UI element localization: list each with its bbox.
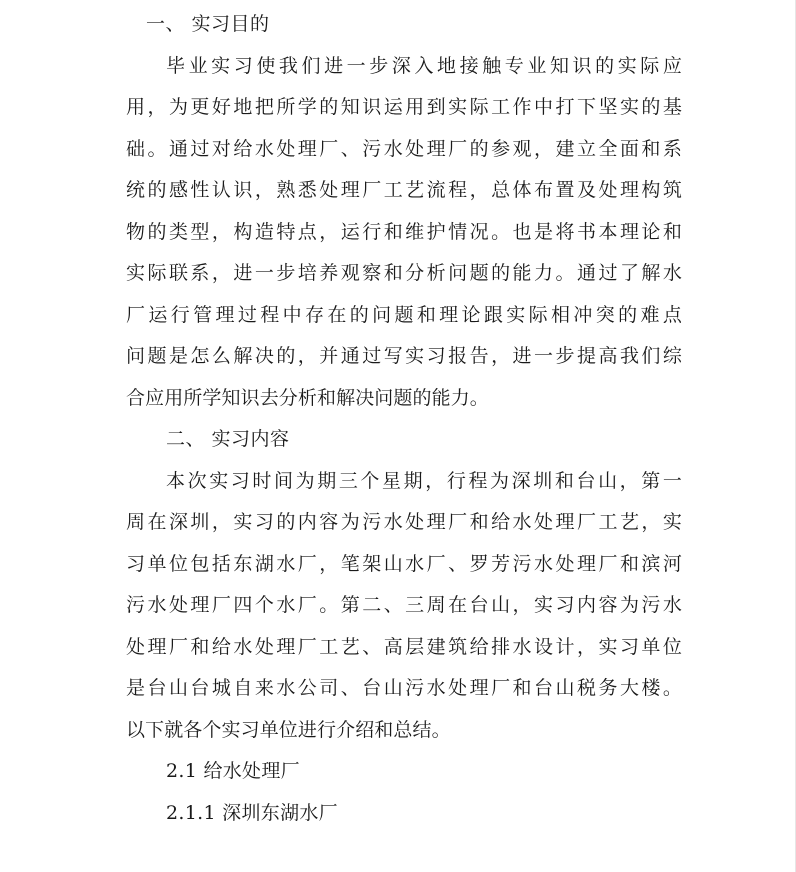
text-line: 周在深圳，实习的内容为污水处理厂和给水处理厂工艺，实 bbox=[126, 511, 682, 533]
text-line: 毕业实习使我们进一步深入地接触专业知识的实际应 bbox=[166, 54, 682, 77]
text-line: 厂运行管理过程中存在的问题和理论跟实际相冲突的难点 bbox=[126, 303, 682, 326]
section-heading-content: 二、 实习内容 bbox=[166, 428, 290, 450]
paragraph-purpose bbox=[126, 46, 682, 420]
text-line: 实际联系，进一步培养观察和分析问题的能力。通过了解水 bbox=[126, 262, 682, 284]
paragraph-content bbox=[126, 461, 682, 752]
text-line: 统的感性认识，熟悉处理厂工艺流程，总体布置及处理构筑 bbox=[126, 179, 682, 201]
text-line: 用，为更好地把所学的知识运用到实际工作中打下坚实的基 bbox=[126, 96, 682, 118]
text-line: 合应用所学知识去分析和解决问题的能力。 bbox=[126, 386, 489, 409]
text-line: 习单位包括东湖水厂，笔架山水厂、罗芳污水处理厂和滨河 bbox=[126, 552, 682, 575]
document-body bbox=[126, 4, 682, 834]
subsection-heading-water-supply: 2.1 给水处理厂 bbox=[166, 760, 300, 782]
text-line: 本次实习时间为期三个星期，行程为深圳和台山，第一 bbox=[166, 469, 682, 492]
text-line: 物的类型，构造特点，运行和维护情况。也是将书本理论和 bbox=[126, 220, 682, 243]
text-line: 以下就各个实习单位进行介绍和总结。 bbox=[126, 718, 451, 741]
subsection-heading-donghu-plant: 2.1.1 深圳东湖水厂 bbox=[166, 801, 338, 824]
text-line: 是台山台城自来水公司、台山污水处理厂和台山税务大楼。 bbox=[126, 677, 682, 699]
text-line: 处理厂和给水处理厂工艺、高层建筑给排水设计，实习单位 bbox=[126, 635, 682, 658]
section-heading-purpose: 一、 实习目的 bbox=[146, 13, 270, 35]
text-line: 污水处理厂四个水厂。第二、三周在台山，实习内容为污水 bbox=[126, 594, 682, 616]
text-line: 问题是怎么解决的，并通过写实习报告，进一步提高我们综 bbox=[126, 345, 682, 367]
text-line: 础。通过对给水处理厂、污水处理厂的参观，建立全面和系 bbox=[126, 137, 682, 160]
